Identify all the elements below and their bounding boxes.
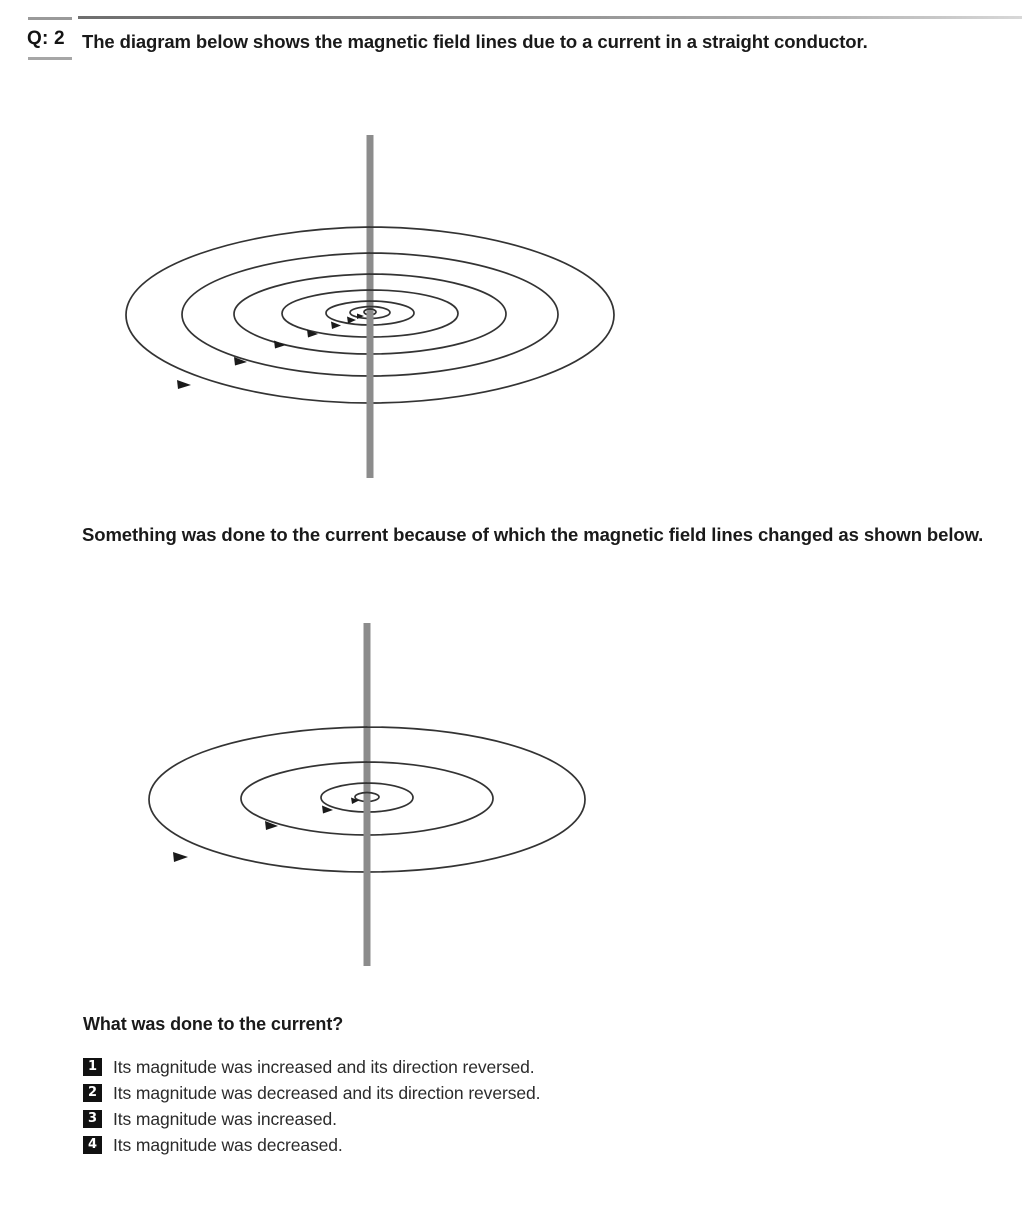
option-row-4[interactable] xyxy=(83,1133,783,1159)
field-arrow-7-before xyxy=(177,380,191,389)
header-rule-main xyxy=(78,16,1022,19)
question-stem-paragraph-1: The diagram below shows the magnetic field lines due to a current in a straight conductor. xyxy=(82,31,868,52)
option-label-2: Its magnitude was decreased and its direction reversed. xyxy=(113,1083,541,1103)
magnetic-field-diagram-before xyxy=(60,115,700,500)
field-arrow-2-before xyxy=(347,317,356,324)
option-label-1: Its magnitude was increased and its direction reversed. xyxy=(113,1057,535,1077)
option-number-badge-2: 2 xyxy=(83,1084,102,1102)
options-list xyxy=(83,1055,783,1159)
field-lines-svg-after xyxy=(60,600,700,980)
option-label-3: Its magnitude was increased. xyxy=(113,1109,337,1129)
question-label-underline xyxy=(28,57,72,60)
field-arrow-5-before xyxy=(274,341,286,349)
option-row-3[interactable] xyxy=(83,1107,783,1133)
question-number-label: Q: 2 xyxy=(27,28,65,49)
option-label-4: Its magnitude was decreased. xyxy=(113,1135,343,1155)
field-arrow-4-after xyxy=(173,852,188,862)
answer-prompt: What was done to the current? xyxy=(83,1014,344,1034)
option-row-2[interactable] xyxy=(83,1081,783,1107)
magnetic-field-diagram-after xyxy=(60,600,700,985)
option-number-badge-4: 4 xyxy=(83,1136,102,1154)
option-number-badge-3: 3 xyxy=(83,1110,102,1128)
option-number-badge-1: 1 xyxy=(83,1058,102,1076)
field-lines-svg-before xyxy=(60,115,700,495)
option-row-1[interactable] xyxy=(83,1055,783,1081)
header-rule-left xyxy=(28,17,72,20)
question-stem-paragraph-2: Something was done to the current because of which the magnetic field lines changed as shown below. xyxy=(82,524,984,545)
field-arrow-3-before xyxy=(331,322,341,330)
